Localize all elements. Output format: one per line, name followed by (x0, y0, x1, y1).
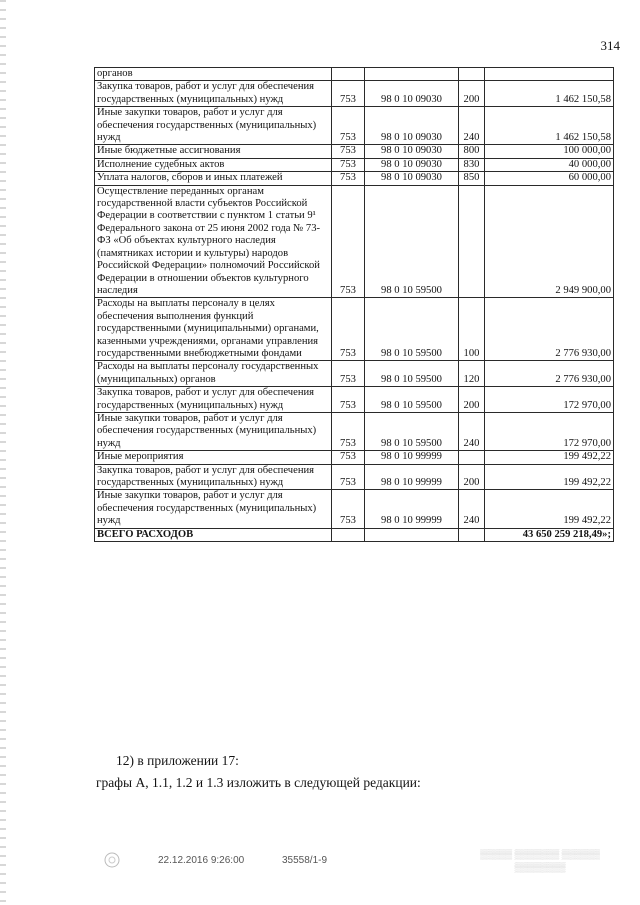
row-name: Иные бюджетные ассигнования (95, 145, 332, 158)
footer-doc-number: 35558/1-9 (282, 855, 328, 866)
row-code: 753 (332, 490, 365, 528)
budget-table (94, 67, 614, 542)
row-vr: 850 (459, 172, 485, 185)
table-row (95, 387, 614, 413)
row-vr: 200 (459, 81, 485, 107)
row-code: 753 (332, 185, 365, 298)
footer-timestamp: 22.12.2016 9:26:00 (158, 855, 245, 866)
row-name: Иные закупки товаров, работ и услуг для обеспечения государственных (муниципальных) нужд (95, 107, 332, 145)
row-csr: 98 0 10 59500 (365, 298, 459, 361)
row-sum: 199 492,22 (485, 451, 614, 464)
row-sum: 100 000,00 (485, 145, 614, 158)
table-row (95, 451, 614, 464)
total-empty-cell (365, 528, 459, 541)
table-row (95, 298, 614, 361)
row-csr: 98 0 10 59500 (365, 387, 459, 413)
row-csr (365, 68, 459, 81)
table-row (95, 81, 614, 107)
row-code: 753 (332, 172, 365, 185)
total-empty-cell (459, 528, 485, 541)
row-vr (459, 68, 485, 81)
row-vr: 240 (459, 412, 485, 450)
row-sum: 1 462 150,58 (485, 81, 614, 107)
row-sum: 172 970,00 (485, 387, 614, 413)
row-vr (459, 451, 485, 464)
row-name: Закупка товаров, работ и услуг для обеспечения государственных (муниципальных) нужд (95, 387, 332, 413)
table-row (95, 490, 614, 528)
total-empty-cell (332, 528, 365, 541)
row-name: Осуществление переданных органам государственной власти субъектов Российской Федерации в соответствии с пунктом 1 статьи 9¹ Федерального закона от 25 июня 2002 года № 73-ФЗ «Об объектах культурного наследия (памятниках истории и культуры) народов Российской Федерации» полномочий Российской Федерации в отношении объектов культурного наследия (95, 185, 332, 298)
row-sum (485, 68, 614, 81)
row-name: Исполнение судебных актов (95, 158, 332, 171)
amendment-instruction: графы А, 1.1, 1.2 и 1.3 изложить в следующей редакции: (96, 775, 421, 790)
row-csr: 98 0 10 09030 (365, 158, 459, 171)
total-row (95, 528, 614, 541)
table-row (95, 412, 614, 450)
row-sum: 199 492,22 (485, 490, 614, 528)
table-row (95, 158, 614, 171)
row-csr: 98 0 10 99999 (365, 451, 459, 464)
row-code: 753 (332, 145, 365, 158)
row-name: Уплата налогов, сборов и иных платежей (95, 172, 332, 185)
row-sum: 199 492,22 (485, 464, 614, 490)
row-code: 753 (332, 451, 365, 464)
row-code: 753 (332, 412, 365, 450)
row-csr: 98 0 10 99999 (365, 490, 459, 528)
table-row (95, 185, 614, 298)
row-vr: 240 (459, 107, 485, 145)
row-name: Расходы на выплаты персоналу государственных (муниципальных) органов (95, 361, 332, 387)
total-sum: 43 650 259 218,49»; (485, 528, 614, 541)
row-vr (459, 185, 485, 298)
row-vr: 120 (459, 361, 485, 387)
row-sum: 1 462 150,58 (485, 107, 614, 145)
row-code: 753 (332, 81, 365, 107)
row-sum: 2 776 930,00 (485, 361, 614, 387)
registry-stamp-icon (103, 851, 121, 869)
row-code: 753 (332, 464, 365, 490)
table-row (95, 172, 614, 185)
row-vr: 830 (459, 158, 485, 171)
table-row (95, 145, 614, 158)
row-csr: 98 0 10 09030 (365, 172, 459, 185)
row-vr: 240 (459, 490, 485, 528)
row-vr: 100 (459, 298, 485, 361)
row-name: органов (95, 68, 332, 81)
page-number: 314 (600, 38, 620, 53)
row-name: Расходы на выплаты персоналу в целях обеспечения выполнения функций государственными (муниципальными) органами, казенными учреждениями, органами управления государственными внебюджетными фондами (95, 298, 332, 361)
row-name: Закупка товаров, работ и услуг для обеспечения государственных (муниципальных) нужд (95, 464, 332, 490)
row-sum: 2 776 930,00 (485, 298, 614, 361)
row-name: Иные закупки товаров, работ и услуг для обеспечения государственных (муниципальных) нужд (95, 490, 332, 528)
table-row (95, 361, 614, 387)
row-vr: 200 (459, 387, 485, 413)
row-name: Закупка товаров, работ и услуг для обеспечения государственных (муниципальных) нужд (95, 81, 332, 107)
row-sum: 60 000,00 (485, 172, 614, 185)
row-csr: 98 0 10 59500 (365, 361, 459, 387)
row-code: 753 (332, 387, 365, 413)
row-csr: 98 0 10 09030 (365, 145, 459, 158)
row-code: 753 (332, 158, 365, 171)
row-sum: 2 949 900,00 (485, 185, 614, 298)
row-sum: 172 970,00 (485, 412, 614, 450)
amendment-item-12: 12) в приложении 17: (116, 753, 239, 768)
scan-edge-artifact (0, 0, 6, 905)
row-csr: 98 0 10 09030 (365, 107, 459, 145)
table-row (95, 68, 614, 81)
row-csr: 98 0 10 99999 (365, 464, 459, 490)
total-label: ВСЕГО РАСХОДОВ (95, 528, 332, 541)
row-code (332, 68, 365, 81)
row-sum: 40 000,00 (485, 158, 614, 171)
table-row (95, 107, 614, 145)
row-code: 753 (332, 298, 365, 361)
row-name: Иные закупки товаров, работ и услуг для обеспечения государственных (муниципальных) нужд (95, 412, 332, 450)
faded-watermark: ▒▒▒▒▒ ▒▒▒▒▒▒▒ ▒▒▒▒▒▒ ▒▒▒▒▒▒▒▒ (480, 849, 600, 872)
table-row (95, 464, 614, 490)
row-csr: 98 0 10 09030 (365, 81, 459, 107)
row-name: Иные мероприятия (95, 451, 332, 464)
row-csr: 98 0 10 59500 (365, 412, 459, 450)
row-csr: 98 0 10 59500 (365, 185, 459, 298)
row-code: 753 (332, 107, 365, 145)
row-vr: 200 (459, 464, 485, 490)
row-code: 753 (332, 361, 365, 387)
row-vr: 800 (459, 145, 485, 158)
